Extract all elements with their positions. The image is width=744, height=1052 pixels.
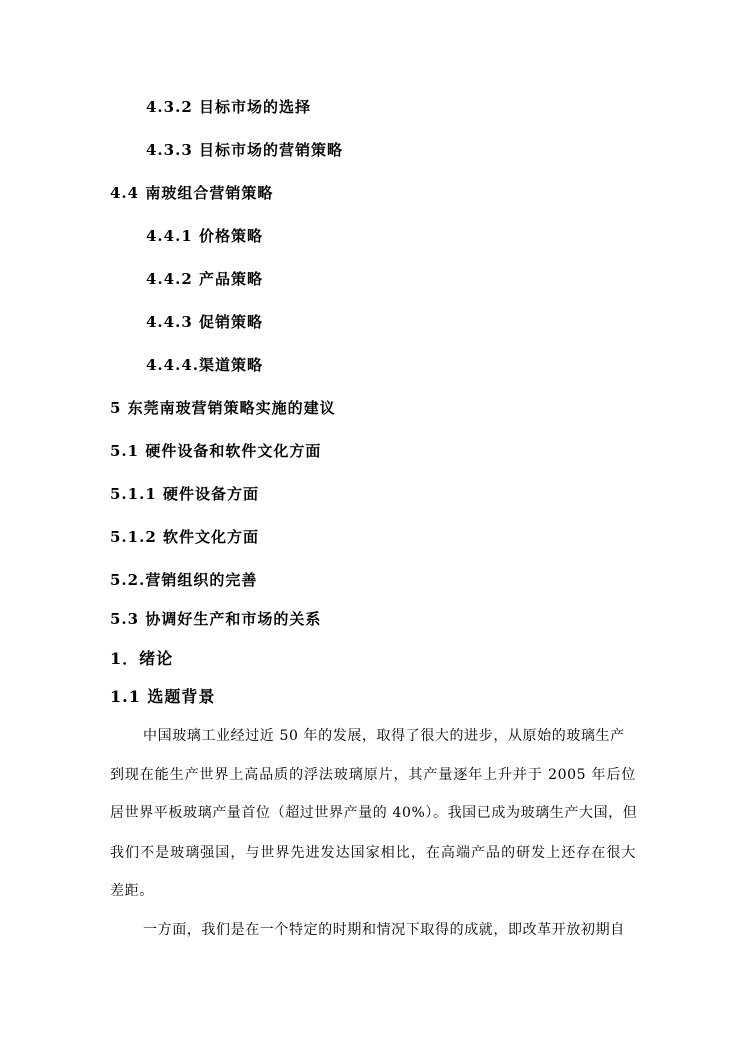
toc-entry-4-3-3[interactable]: 4.3.3 目标市场的营销策略 <box>146 141 343 159</box>
toc-entry-5[interactable]: 5 东莞南玻营销策略实施的建议 <box>110 399 336 417</box>
paragraph-1-line-5: 差距。 <box>110 883 154 899</box>
chapter-heading: 1．绪论 <box>110 649 174 668</box>
paragraph-1-line-1: 中国玻璃工业经过近 50 年的发展，取得了很大的进步，从原始的玻璃生产 <box>143 728 625 744</box>
toc-entry-4-3-2[interactable]: 4.3.2 目标市场的选择 <box>146 98 311 116</box>
toc-entry-4-4-2[interactable]: 4.4.2 产品策略 <box>146 270 263 288</box>
toc-entry-5-1-2[interactable]: 5.1.2 软件文化方面 <box>110 528 259 546</box>
section-heading: 1.1 选题背景 <box>110 687 216 706</box>
toc-entry-4-4-4[interactable]: 4.4.4.渠道策略 <box>146 356 263 374</box>
toc-entry-4-4-1[interactable]: 4.4.1 价格策略 <box>146 227 263 245</box>
toc-entry-4-4[interactable]: 4.4 南玻组合营销策略 <box>110 184 274 202</box>
toc-entry-5-1-1[interactable]: 5.1.1 硬件设备方面 <box>110 485 259 503</box>
toc-entry-5-3[interactable]: 5.3 协调好生产和市场的关系 <box>110 610 322 628</box>
paragraph-1-line-4: 我们不是玻璃强国，与世界先进发达国家相比，在高端产品的研发上还存在很大 <box>110 845 636 861</box>
toc-entry-4-4-3[interactable]: 4.4.3 促销策略 <box>146 313 263 331</box>
paragraph-1-line-3: 居世界平板玻璃产量首位（超过世界产量的 40%）。我国已成为玻璃生产大国，但 <box>110 805 638 821</box>
toc-entry-5-2[interactable]: 5.2.营销组织的完善 <box>110 571 258 589</box>
paragraph-2-line-1: 一方面，我们是在一个特定的时期和情况下取得的成就，即改革开放初期自 <box>143 922 625 938</box>
toc-entry-5-1[interactable]: 5.1 硬件设备和软件文化方面 <box>110 442 322 460</box>
paragraph-1-line-2: 到现在能生产世界上高品质的浮法玻璃原片，其产量逐年上升并于 2005 年后位 <box>110 767 636 783</box>
